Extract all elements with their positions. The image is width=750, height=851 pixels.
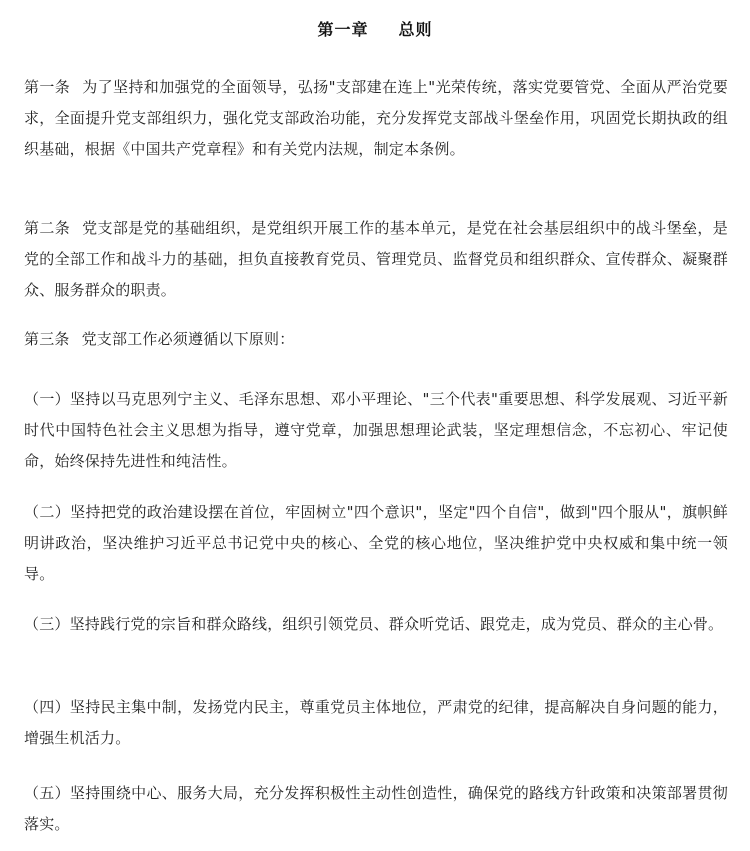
article-3	[24, 324, 728, 355]
chapter-title: 总则	[398, 20, 433, 39]
principle-text: 坚持践行党的宗旨和群众路线，组织引领党员、群众听党话、跟党走，成为党员、群众的主心骨。	[69, 615, 724, 633]
article-label: 第一条	[24, 78, 71, 96]
principle-text: 坚持以马克思列宁主义、毛泽东思想、邓小平理论、"三个代表"重要思想、科学发展观、习近平新时代中国特色社会主义思想为指导，遵守党章，加强思想理论武装，坚定理想信念，不忘初心、牢记使命，始终保持先进性和纯洁性。	[24, 390, 728, 470]
principle-text: 坚持民主集中制，发扬党内民主，尊重党员主体地位，严肃党的纪律，提高解决自身问题的能力，增强生机活力。	[24, 698, 728, 747]
principle-5	[24, 778, 728, 840]
article-1	[24, 72, 728, 165]
article-label: 第三条	[24, 330, 70, 348]
principle-3	[24, 609, 728, 640]
principle-label: （五）	[24, 784, 70, 802]
chapter-heading	[0, 18, 750, 42]
chapter-number: 第一章	[317, 20, 369, 39]
principle-text: 坚持围绕中心、服务大局，充分发挥积极性主动性创造性，确保党的路线方针政策和决策部署贯彻落实。	[24, 784, 728, 833]
principle-label: （一）	[24, 390, 70, 408]
principle-1	[24, 384, 728, 477]
principle-label: （四）	[24, 698, 70, 716]
principle-label: （二）	[24, 503, 71, 521]
principle-text: 坚持把党的政治建设摆在首位，牢固树立"四个意识"，坚定"四个自信"，做到"四个服从"，旗帜鲜明讲政治，坚决维护习近平总书记党中央的核心、全党的核心地位，坚决维护党中央权威和集中统一领导。	[24, 503, 728, 583]
principle-2	[24, 497, 728, 590]
article-text: 党支部是党的基础组织，是党组织开展工作的基本单元，是党在社会基层组织中的战斗堡垒，是党的全部工作和战斗力的基础，担负直接教育党员、管理党员、监督党员和组织群众、宣传群众、凝聚群众、服务群众的职责。	[24, 219, 729, 299]
article-text: 党支部工作必须遵循以下原则：	[81, 330, 295, 348]
article-2	[24, 213, 728, 306]
article-text: 为了坚持和加强党的全面领导，弘扬"支部建在连上"光荣传统，落实党要管党、全面从严治党要求，全面提升党支部组织力，强化党支部政治功能，充分发挥党支部战斗堡垒作用，巩固党长期执政的组织基础，根据《中国共产党章程》和有关党内法规，制定本条例。	[24, 78, 728, 158]
principle-label: （三）	[24, 615, 70, 633]
article-label: 第二条	[24, 219, 71, 237]
principle-4	[24, 692, 728, 754]
